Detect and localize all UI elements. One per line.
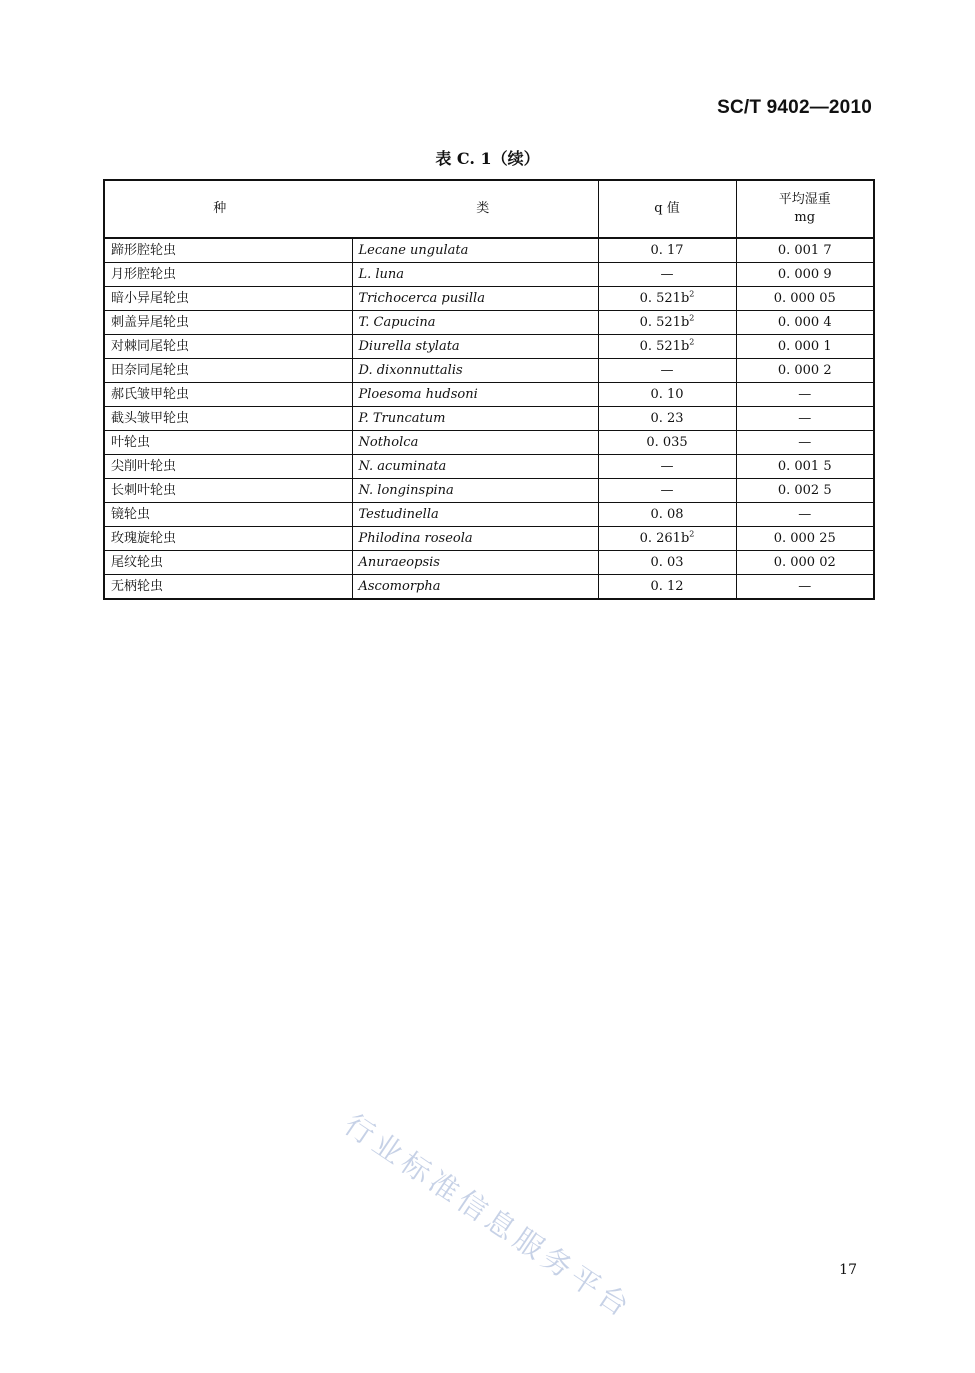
cell-latin-name: [352, 287, 598, 311]
cell-chinese-name: [104, 551, 352, 575]
cell-chinese-name: [104, 287, 352, 311]
cell-latin-name-text: N. longinspina: [358, 483, 454, 498]
q-exponent: 2: [689, 337, 695, 347]
table-row: [104, 335, 874, 359]
cell-avg-wet-weight: [736, 527, 874, 551]
cell-avg-wet-weight-text: 0. 001 7: [777, 243, 832, 258]
cell-avg-wet-weight-text: 0. 000 4: [777, 315, 832, 330]
cell-q-value-text: —: [660, 363, 674, 378]
cell-q-value: [598, 503, 736, 527]
table-row: [104, 431, 874, 455]
cell-avg-wet-weight-text: 0. 000 05: [773, 291, 836, 306]
table-row: [104, 359, 874, 383]
cell-chinese-name-text: 刺盖异尾轮虫: [111, 315, 190, 330]
cell-avg-wet-weight: [736, 551, 874, 575]
cell-latin-name: [352, 311, 598, 335]
header-species-b: 类: [476, 201, 490, 216]
cell-latin-name-text: L. luna: [358, 267, 405, 282]
cell-q-value-text: —: [660, 267, 674, 282]
table-title: 表 C. 1（续）: [435, 149, 540, 168]
cell-chinese-name-text: 尾纹轮虫: [111, 555, 164, 570]
cell-chinese-name: [104, 527, 352, 551]
cell-avg-wet-weight-text: 0. 000 02: [773, 555, 836, 570]
cell-chinese-name-text: 月形腔轮虫: [111, 267, 177, 282]
cell-latin-name-text: Lecane ungulata: [358, 243, 469, 258]
cell-q-value-text: 0. 261b: [639, 531, 690, 546]
cell-q-value-text: —: [660, 459, 674, 474]
cell-q-value: [598, 479, 736, 503]
cell-latin-name: [352, 455, 598, 479]
cell-avg-wet-weight: [736, 311, 874, 335]
header-q-value: q 值: [598, 180, 736, 238]
table-row: [104, 311, 874, 335]
table-row: [104, 455, 874, 479]
cell-q-value-text: 0. 035: [646, 435, 688, 450]
table-row: [104, 287, 874, 311]
cell-avg-wet-weight: [736, 407, 874, 431]
table-row: [104, 383, 874, 407]
cell-q-value: [598, 335, 736, 359]
cell-q-value-text: 0. 521b: [639, 315, 690, 330]
table-row: [104, 263, 874, 287]
table-row: [104, 575, 874, 600]
cell-latin-name: [352, 335, 598, 359]
cell-latin-name: [352, 359, 598, 383]
cell-q-value: [598, 287, 736, 311]
cell-q-value: [598, 263, 736, 287]
cell-q-value: [598, 551, 736, 575]
cell-chinese-name: [104, 575, 352, 600]
cell-avg-wet-weight: [736, 359, 874, 383]
table-row: [104, 503, 874, 527]
species-table: [103, 179, 875, 600]
cell-avg-wet-weight-text: 0. 002 5: [777, 483, 832, 498]
header-species: [104, 180, 598, 238]
cell-latin-name-text: Ascomorpha: [358, 579, 441, 594]
cell-avg-wet-weight: [736, 287, 874, 311]
cell-latin-name: [352, 575, 598, 600]
header-weight-unit: mg: [794, 210, 816, 225]
cell-q-value: [598, 527, 736, 551]
cell-chinese-name: [104, 407, 352, 431]
cell-avg-wet-weight-text: —: [798, 387, 812, 402]
cell-chinese-name: [104, 311, 352, 335]
cell-chinese-name-text: 暗小异尾轮虫: [111, 291, 190, 306]
cell-chinese-name-text: 长刺叶轮虫: [111, 483, 177, 498]
cell-avg-wet-weight-text: —: [798, 579, 812, 594]
cell-latin-name: [352, 551, 598, 575]
cell-latin-name-text: Testudinella: [358, 507, 439, 522]
cell-q-value-text: 0. 17: [650, 243, 684, 258]
cell-chinese-name-text: 蹄形腔轮虫: [111, 243, 177, 258]
table-header-row: [104, 180, 874, 238]
cell-chinese-name: [104, 383, 352, 407]
cell-q-value: [598, 407, 736, 431]
cell-latin-name-text: T. Capucina: [358, 315, 436, 330]
page-number: 17: [839, 1262, 857, 1278]
cell-latin-name: [352, 238, 598, 263]
cell-avg-wet-weight-text: 0. 000 9: [777, 267, 832, 282]
cell-chinese-name-text: 无柄轮虫: [111, 579, 164, 594]
cell-latin-name-text: Ploesoma hudsoni: [358, 387, 478, 402]
cell-chinese-name: [104, 263, 352, 287]
cell-chinese-name: [104, 503, 352, 527]
cell-avg-wet-weight: [736, 238, 874, 263]
cell-avg-wet-weight: [736, 383, 874, 407]
cell-avg-wet-weight: [736, 479, 874, 503]
cell-q-value-text: 0. 10: [650, 387, 684, 402]
cell-latin-name: [352, 263, 598, 287]
cell-latin-name-text: D. dixonnuttalis: [358, 363, 463, 378]
cell-q-value-text: 0. 12: [650, 579, 684, 594]
cell-latin-name-text: P. Truncatum: [358, 411, 446, 426]
cell-latin-name-text: Anuraeopsis: [358, 555, 440, 570]
cell-q-value: [598, 311, 736, 335]
q-exponent: 2: [689, 289, 695, 299]
cell-q-value: [598, 383, 736, 407]
cell-q-value: [598, 431, 736, 455]
cell-latin-name: [352, 527, 598, 551]
table-row: [104, 479, 874, 503]
cell-chinese-name: [104, 238, 352, 263]
cell-q-value-text: 0. 23: [650, 411, 684, 426]
cell-q-value: [598, 575, 736, 600]
cell-avg-wet-weight-text: 0. 000 25: [773, 531, 836, 546]
cell-chinese-name-text: 尖削叶轮虫: [111, 459, 177, 474]
cell-chinese-name-text: 郝氏皱甲轮虫: [111, 387, 190, 402]
table-row: [104, 238, 874, 263]
cell-chinese-name: [104, 455, 352, 479]
cell-chinese-name-text: 对棘同尾轮虫: [111, 339, 190, 354]
cell-avg-wet-weight: [736, 431, 874, 455]
cell-chinese-name: [104, 479, 352, 503]
cell-chinese-name: [104, 431, 352, 455]
cell-avg-wet-weight-text: —: [798, 435, 812, 450]
watermark: 行业标准信息服务平台: [338, 1107, 640, 1326]
standard-code: SC/T 9402—2010: [717, 97, 872, 118]
cell-avg-wet-weight-text: —: [798, 507, 812, 522]
cell-avg-wet-weight-text: —: [798, 411, 812, 426]
table-row: [104, 551, 874, 575]
cell-chinese-name-text: 田奈同尾轮虫: [111, 363, 190, 378]
cell-q-value-text: —: [660, 483, 674, 498]
cell-latin-name: [352, 431, 598, 455]
cell-avg-wet-weight-text: 0. 000 2: [777, 363, 832, 378]
cell-latin-name: [352, 407, 598, 431]
cell-latin-name: [352, 479, 598, 503]
cell-chinese-name-text: 截头皱甲轮虫: [111, 411, 190, 426]
cell-chinese-name-text: 镜轮虫: [111, 507, 151, 522]
cell-avg-wet-weight: [736, 503, 874, 527]
cell-q-value: [598, 455, 736, 479]
cell-q-value-text: 0. 03: [650, 555, 684, 570]
cell-latin-name-text: Notholca: [358, 435, 419, 450]
cell-q-value: [598, 238, 736, 263]
cell-q-value: [598, 359, 736, 383]
cell-q-value-text: 0. 521b: [639, 291, 690, 306]
cell-avg-wet-weight: [736, 335, 874, 359]
q-exponent: 2: [689, 529, 695, 539]
cell-latin-name-text: Philodina roseola: [358, 531, 473, 546]
cell-q-value-text: 0. 521b: [639, 339, 690, 354]
cell-chinese-name-text: 玫瑰旋轮虫: [111, 531, 177, 546]
cell-avg-wet-weight-text: 0. 001 5: [777, 459, 832, 474]
cell-chinese-name: [104, 335, 352, 359]
cell-latin-name: [352, 383, 598, 407]
cell-latin-name: [352, 503, 598, 527]
cell-avg-wet-weight: [736, 455, 874, 479]
cell-latin-name-text: Trichocerca pusilla: [358, 291, 485, 306]
cell-chinese-name-text: 叶轮虫: [111, 435, 151, 450]
header-species-a: 种: [213, 201, 227, 216]
header-weight-label: 平均湿重: [778, 192, 831, 207]
table-row: [104, 527, 874, 551]
header-avg-wet-weight: [736, 180, 874, 238]
cell-q-value-text: 0. 08: [650, 507, 684, 522]
cell-avg-wet-weight: [736, 575, 874, 600]
cell-avg-wet-weight: [736, 263, 874, 287]
cell-latin-name-text: Diurella stylata: [358, 339, 460, 354]
q-exponent: 2: [689, 313, 695, 323]
cell-latin-name-text: N. acuminata: [358, 459, 447, 474]
cell-chinese-name: [104, 359, 352, 383]
table-row: [104, 407, 874, 431]
cell-avg-wet-weight-text: 0. 000 1: [777, 339, 832, 354]
